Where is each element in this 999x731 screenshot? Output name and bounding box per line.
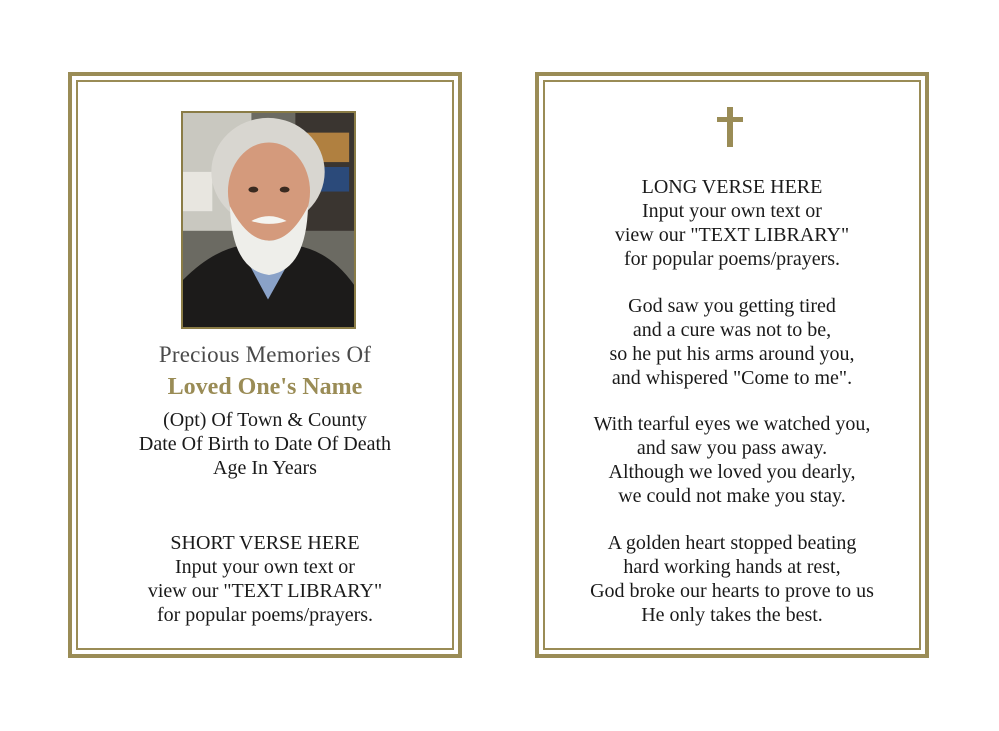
short-verse-line: SHORT VERSE HERE <box>170 532 360 554</box>
short-verse-line: Input your own text or <box>175 556 355 578</box>
loved-one-name: Loved One's Name <box>167 374 363 400</box>
verse-line: God saw you getting tired <box>628 295 836 317</box>
verse-line: A golden heart stopped beating <box>607 532 857 554</box>
verse-stanza-1 <box>540 175 924 271</box>
age-line: Age In Years <box>213 457 317 479</box>
verse-stanza-2 <box>540 294 924 390</box>
verse-line: and a cure was not to be, <box>632 319 832 341</box>
verse-line: With tearful eyes we watched you, <box>593 413 871 435</box>
town-county-line: (Opt) Of Town & County <box>163 409 367 431</box>
verse-stanza-3 <box>540 412 924 508</box>
precious-memories-heading: Precious Memories Of <box>158 342 372 367</box>
verse-line: view our "TEXT LIBRARY" <box>614 224 850 246</box>
portrait-photo <box>181 111 356 329</box>
short-verse-line: for popular poems/prayers. <box>156 604 374 626</box>
verse-line: hard working hands at rest, <box>623 556 841 578</box>
portrait-image <box>183 113 354 327</box>
cross-icon <box>717 107 743 147</box>
verse-line: LONG VERSE HERE <box>641 176 823 198</box>
verse-line: Although we loved you dearly, <box>608 461 856 483</box>
details-block <box>68 408 462 480</box>
verse-stanza-4 <box>540 531 924 627</box>
verse-line: He only takes the best. <box>641 604 823 626</box>
verse-line: Input your own text or <box>642 200 822 222</box>
short-verse-line: view our "TEXT LIBRARY" <box>147 580 383 602</box>
verse-line: God broke our hearts to prove to us <box>590 580 874 602</box>
verse-line: for popular poems/prayers. <box>623 248 841 270</box>
verse-line: we could not make you stay. <box>618 485 846 507</box>
verse-line: and whispered "Come to me". <box>611 367 853 389</box>
verse-line: so he put his arms around you, <box>609 343 855 365</box>
short-verse-block <box>68 531 462 627</box>
dates-line: Date Of Birth to Date Of Death <box>138 433 392 455</box>
verse-line: and saw you pass away. <box>636 437 828 459</box>
